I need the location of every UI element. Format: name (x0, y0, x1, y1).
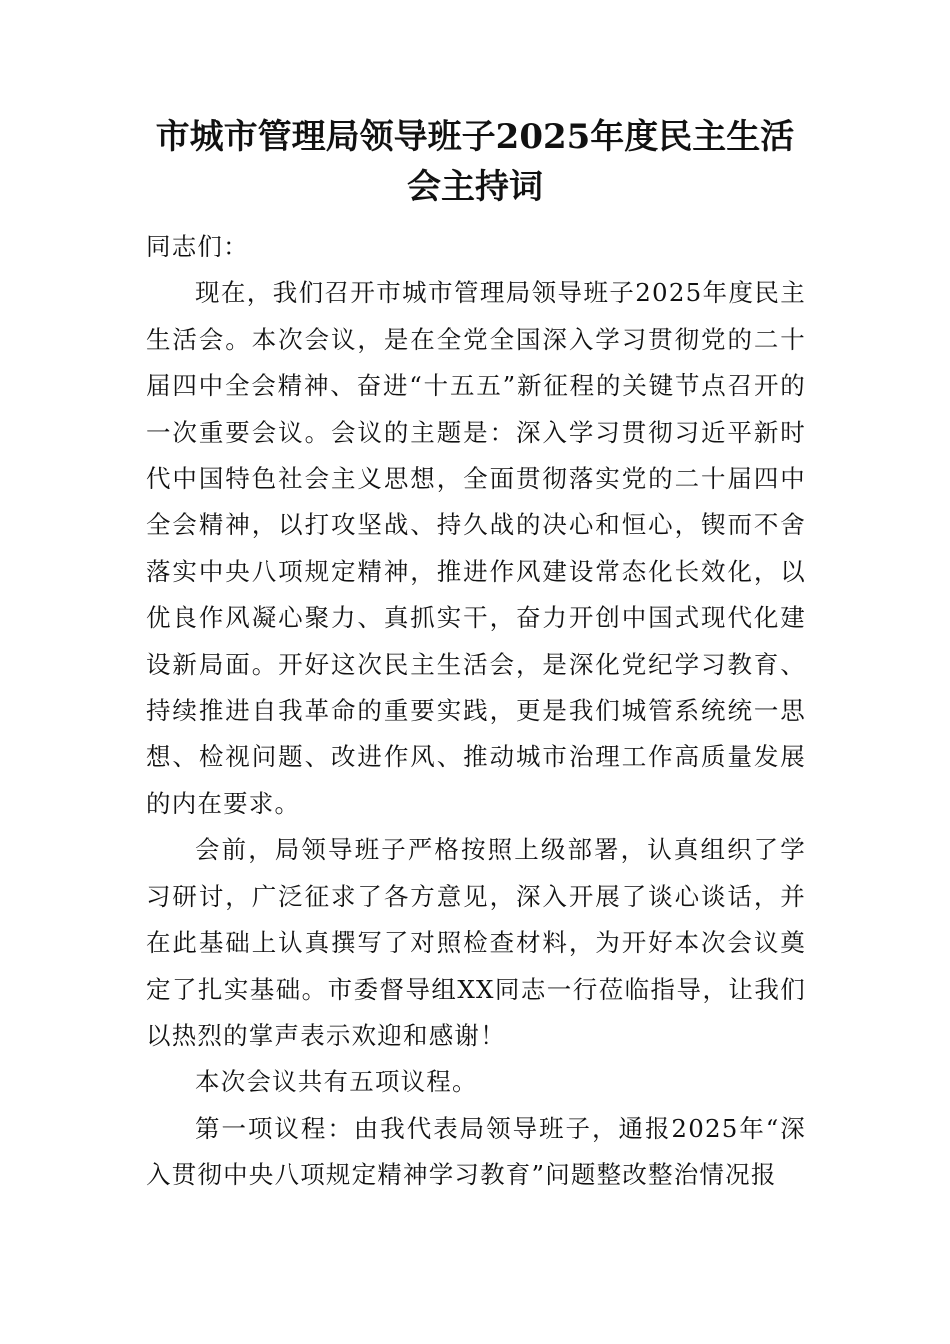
paragraph-opening: 现在，我们召开市城市管理局领导班子2025年度民主生活会。本次会议，是在全党全国深入学习贯彻党的二十届四中全会精神、奋进“十五五”新征程的关键节点召开的一次重要会议。会议的主题是：深入学习贯彻习近平新时代中国特色社会主义思想，全面贯彻落实党的二十届四中全会精神，以打攻坚战、持久战的决心和恒心，锲而不舍落实中央八项规定精神，推进作风建设常态化长效化，以优良作风凝心聚力、真抓实干，奋力开创中国式现代化建设新局面。开好这次民主生活会，是深化党纪学习教育、持续推进自我革命的重要实践，更是我们城管系统统一思想、检视问题、改进作风、推动城市治理工作高质量发展的内在要求。 (146, 278, 806, 818)
document-title: 市城市管理局领导班子2025年度民主生活会主持词 (155, 117, 795, 207)
document-body (146, 224, 806, 1199)
salutation: 同志们： (146, 232, 249, 261)
paragraph-preparation: 会前，局领导班子严格按照上级部署，认真组织了学习研讨，广泛征求了各方意见，深入开展了谈心谈话，并在此基础上认真撰写了对照检查材料，为开好本次会议奠定了扎实基础。市委督导组XX同志一行莅临指导，让我们以热烈的掌声表示欢迎和感谢！ (146, 835, 806, 1050)
paragraph-agenda-item-1: 第一项议程：由我代表局领导班子，通报2025年“深入贯彻中央八项规定精神学习教育”问题整改整治情况报 (146, 1113, 806, 1190)
paragraph-agenda-intro: 本次会议共有五项议程。 (195, 1067, 478, 1097)
